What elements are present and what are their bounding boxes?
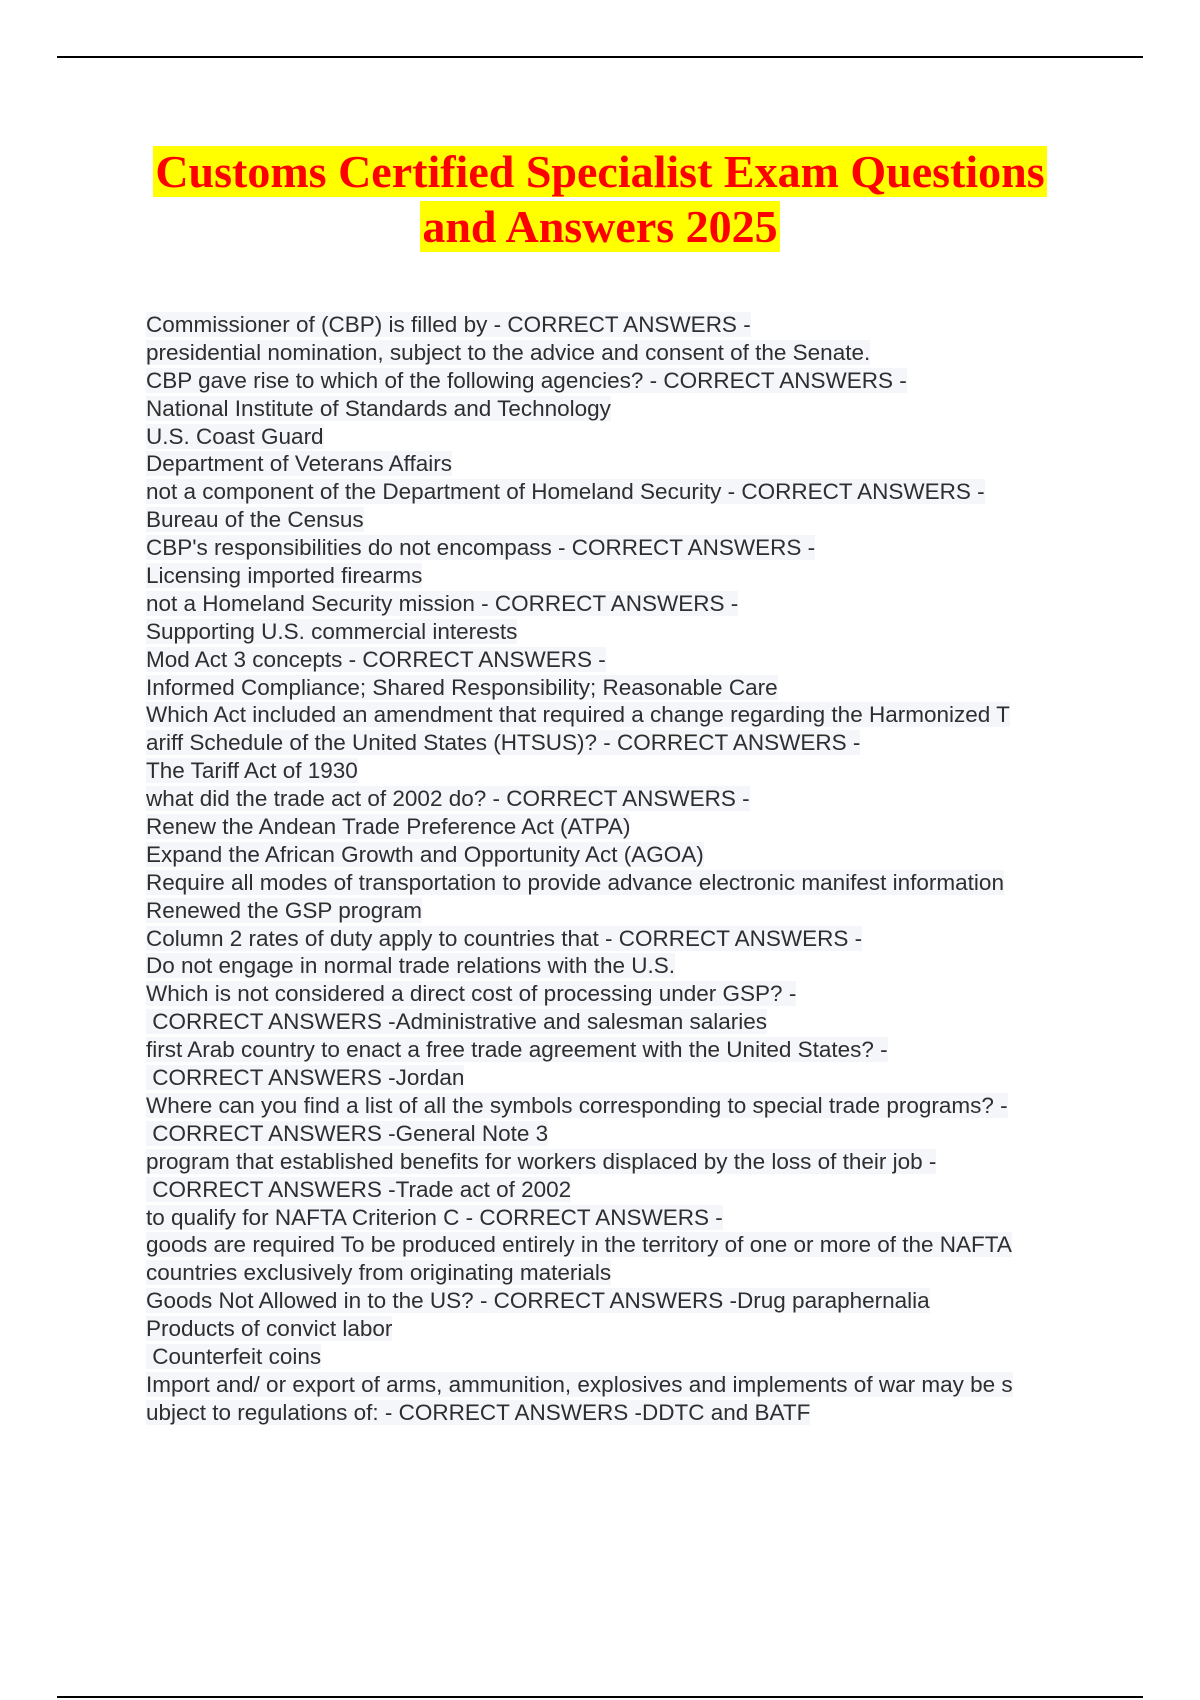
- qa-line: Require all modes of transportation to provide advance electronic manifest information: [146, 869, 1004, 895]
- qa-line: Where can you find a list of all the symbols corresponding to special trade programs? -: [146, 1092, 1008, 1118]
- qa-line: Renewed the GSP program: [146, 897, 422, 923]
- page-title: [100, 144, 1100, 254]
- qa-line: not a Homeland Security mission - CORRECT ANSWERS -: [146, 590, 739, 616]
- bottom-rule: [57, 1696, 1143, 1698]
- qa-line: Licensing imported firearms: [146, 563, 423, 589]
- qa-line: Do not engage in normal trade relations with the U.S.: [146, 953, 676, 979]
- qa-line: CBP's responsibilities do not encompass - CORRECT ANSWERS -: [146, 535, 816, 561]
- qa-line: Informed Compliance; Shared Responsibility; Reasonable Care: [146, 674, 778, 700]
- qa-line: Goods Not Allowed in to the US? - CORRECT ANSWERS -Drug paraphernalia: [146, 1288, 930, 1314]
- qa-line: Supporting U.S. commercial interests: [146, 618, 518, 644]
- qa-line: CBP gave rise to which of the following agencies? - CORRECT ANSWERS -: [146, 367, 907, 393]
- qa-line: CORRECT ANSWERS -Trade act of 2002: [146, 1176, 572, 1202]
- qa-line: to qualify for NAFTA Criterion C - CORRECT ANSWERS -: [146, 1204, 723, 1230]
- qa-line: program that established benefits for workers displaced by the loss of their job -: [146, 1148, 937, 1174]
- qa-line: CORRECT ANSWERS -Jordan: [146, 1065, 465, 1091]
- qa-body: [146, 311, 1126, 1427]
- qa-line: Department of Veterans Affairs: [146, 451, 453, 477]
- qa-line: U.S. Coast Guard: [146, 423, 324, 449]
- qa-line: CORRECT ANSWERS -Administrative and salesman salaries: [146, 1009, 768, 1035]
- qa-line: Import and/ or export of arms, ammunition, explosives and implements of war may be s: [146, 1371, 1013, 1397]
- qa-line: CORRECT ANSWERS -General Note 3: [146, 1120, 549, 1146]
- qa-line: Which is not considered a direct cost of processing under GSP? -: [146, 981, 797, 1007]
- page-title-line-1: Customs Certified Specialist Exam Questions: [155, 146, 1045, 197]
- qa-line: Products of convict labor: [146, 1316, 393, 1342]
- qa-line: ariff Schedule of the United States (HTSUS)? - CORRECT ANSWERS -: [146, 730, 861, 756]
- qa-line: Counterfeit coins: [146, 1343, 322, 1369]
- qa-line: Which Act included an amendment that required a change regarding the Harmonized T: [146, 702, 1010, 728]
- page-title-line-2: and Answers 2025: [422, 201, 778, 252]
- qa-line: Expand the African Growth and Opportunity Act (AGOA): [146, 841, 704, 867]
- qa-line: National Institute of Standards and Technology: [146, 395, 611, 421]
- qa-line: presidential nomination, subject to the advice and consent of the Senate.: [146, 339, 871, 365]
- qa-line: Column 2 rates of duty apply to countries that - CORRECT ANSWERS -: [146, 925, 863, 951]
- qa-line: Mod Act 3 concepts - CORRECT ANSWERS -: [146, 646, 606, 672]
- qa-line: first Arab country to enact a free trade agreement with the United States? -: [146, 1037, 888, 1063]
- qa-line: countries exclusively from originating materials: [146, 1260, 612, 1286]
- qa-line: Renew the Andean Trade Preference Act (ATPA): [146, 814, 631, 840]
- qa-line: ubject to regulations of: - CORRECT ANSWERS -DDTC and BATF: [146, 1399, 811, 1425]
- qa-line: what did the trade act of 2002 do? - CORRECT ANSWERS -: [146, 786, 750, 812]
- qa-line: Bureau of the Census: [146, 507, 364, 533]
- qa-line: goods are required To be produced entirely in the territory of one or more of the NAFTA: [146, 1232, 1012, 1258]
- qa-line: The Tariff Act of 1930: [146, 758, 358, 784]
- qa-line: not a component of the Department of Homeland Security - CORRECT ANSWERS -: [146, 479, 985, 505]
- top-rule: [57, 56, 1143, 58]
- qa-line: Commissioner of (CBP) is filled by - CORRECT ANSWERS -: [146, 312, 751, 337]
